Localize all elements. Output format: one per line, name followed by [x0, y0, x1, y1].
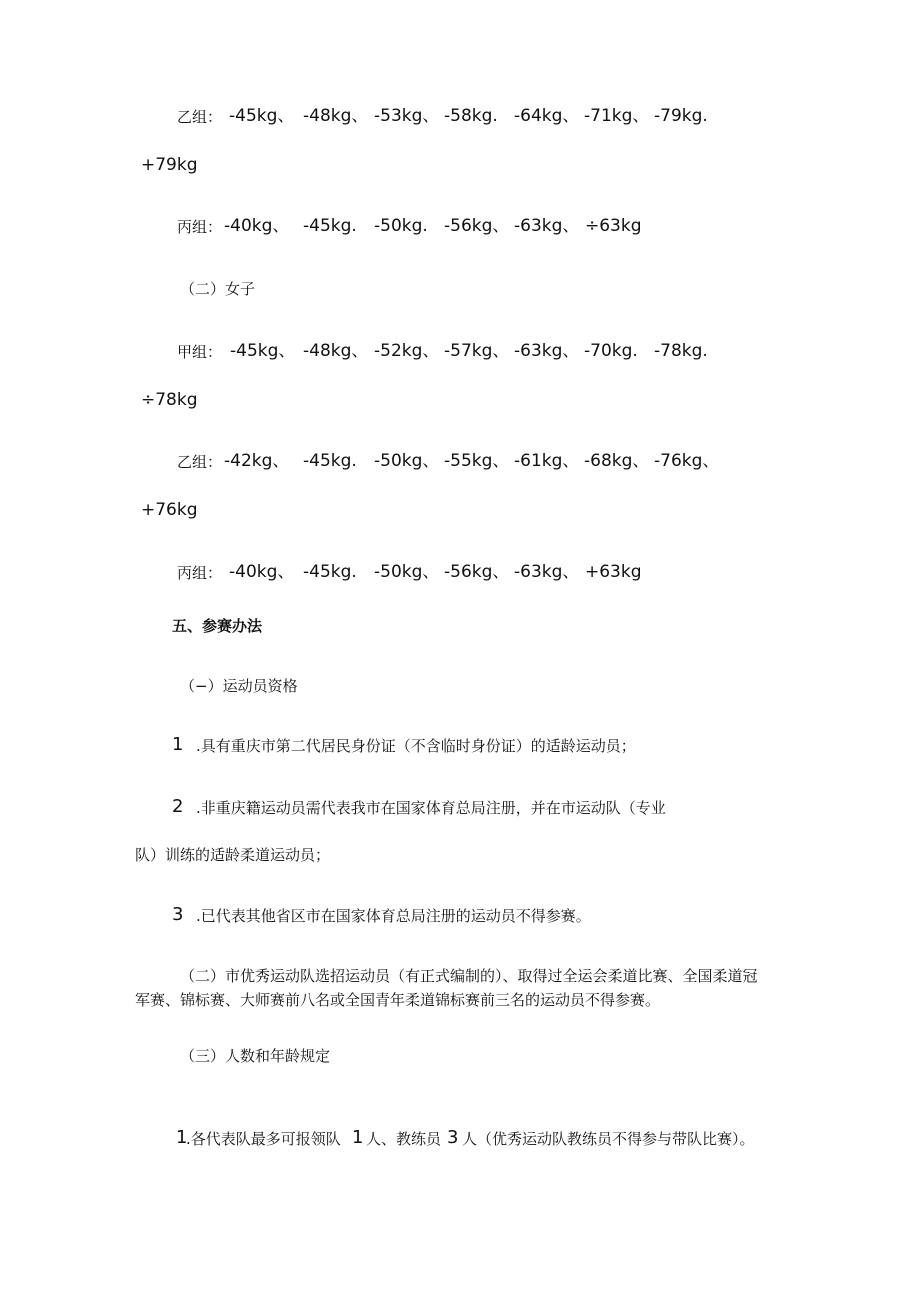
weight-class: -45kg.	[303, 562, 357, 582]
item-number: 2	[172, 796, 184, 817]
group-label: 甲组：	[177, 343, 223, 361]
weight-class: -70kg.	[584, 341, 638, 361]
group-label: 丙组：	[177, 218, 223, 236]
item-number-inline: 3	[447, 1127, 459, 1148]
weight-class-continued: +79kg	[141, 155, 198, 175]
weight-class: -45kg.	[303, 451, 357, 471]
weight-class: -56kg、	[444, 216, 510, 236]
weight-class: -68kg、	[584, 451, 650, 471]
weight-class: -79kg.	[654, 106, 708, 126]
weight-class: -56kg、	[444, 562, 510, 582]
item-number: 1	[172, 734, 184, 755]
weight-class: -63kg、	[514, 216, 580, 236]
weight-class: -40kg、	[224, 216, 290, 236]
group-label: 丙组：	[177, 564, 223, 582]
weight-class: -48kg、	[303, 341, 369, 361]
weight-class: -53kg、	[374, 106, 440, 126]
item-text: 人（优秀运动队教练员不得参与带队比赛）。	[462, 1130, 755, 1148]
section-heading: 五、参赛办法	[172, 617, 263, 635]
weight-class: -50kg、	[374, 451, 440, 471]
subsection-heading: （−）运动员资格	[180, 677, 298, 695]
weight-class: ÷63kg	[585, 216, 642, 236]
item-number-inline: 1	[352, 1127, 364, 1148]
group-label: 乙组：	[177, 453, 223, 471]
subsection-heading: （三）人数和年龄规定	[180, 1047, 331, 1065]
weight-class: -63kg、	[514, 562, 580, 582]
item-text: .非重庆籍运动员需代表我市在国家体育总局注册，并在市运动队（专业	[196, 799, 666, 817]
weight-class-continued: +76kg	[141, 500, 198, 520]
weight-class-continued: ÷78kg	[141, 390, 198, 410]
weight-class: -71kg、	[584, 106, 650, 126]
weight-class: -55kg、	[444, 451, 510, 471]
group-label: 乙组：	[177, 108, 223, 126]
weight-class: -64kg、	[514, 106, 580, 126]
weight-class: -45kg、	[229, 106, 295, 126]
weight-class: -50kg.	[374, 216, 428, 236]
weight-class: -58kg.	[444, 106, 498, 126]
weight-class: -40kg、	[229, 562, 295, 582]
weight-class: -42kg、	[224, 451, 290, 471]
weight-class: -61kg、	[514, 451, 580, 471]
weight-class: +63kg	[585, 562, 642, 582]
weight-class: -45kg、	[230, 341, 296, 361]
paragraph-line: 军赛、锦标赛、大师赛前八名或全国青年柔道锦标赛前三名的运动员不得参赛。	[135, 991, 661, 1009]
item-text: .已代表其他省区市在国家体育总局注册的运动员不得参赛。	[196, 907, 591, 925]
item-text: 人、教练员	[366, 1130, 442, 1148]
weight-class: -45kg.	[303, 216, 357, 236]
item-number: 1	[176, 1127, 188, 1148]
weight-class: -57kg、	[444, 341, 510, 361]
weight-class: -78kg.	[654, 341, 708, 361]
weight-class: -63kg、	[514, 341, 580, 361]
women-heading: （二）女子	[180, 280, 256, 298]
item-text: .各代表队最多可报领队	[186, 1130, 341, 1148]
paragraph-line: （二）市优秀运动队选招运动员（有正式编制的）、取得过全运会柔道比赛、全国柔道冠	[180, 967, 758, 985]
weight-class: -48kg、	[303, 106, 369, 126]
item-number: 3	[172, 904, 184, 925]
weight-class: -52kg、	[374, 341, 440, 361]
weight-class: -50kg、	[374, 562, 440, 582]
item-text-continued: 队）训练的适龄柔道运动员；	[135, 846, 331, 864]
item-text: .具有重庆市第二代居民身份证（不含临时身份证）的适龄运动员；	[196, 737, 636, 755]
weight-class: -76kg、	[654, 451, 720, 471]
